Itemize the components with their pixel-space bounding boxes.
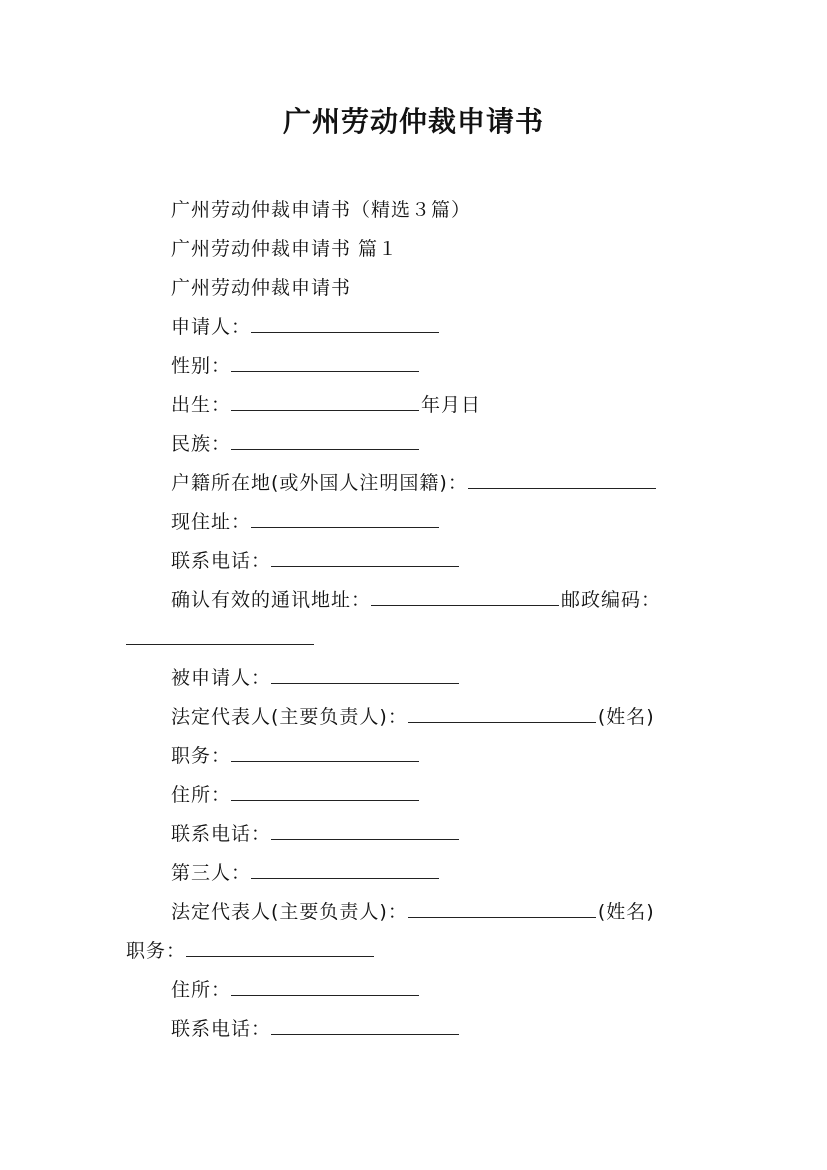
blank-line <box>271 1016 459 1035</box>
line-text: 广州劳动仲裁申请书 <box>171 277 352 299</box>
position-field <box>171 741 419 771</box>
field-label: 确认有效的通讯地址： <box>171 589 372 611</box>
line-text: 广州劳动仲裁申请书（精选３篇） <box>171 199 472 221</box>
field-label: 联系电话： <box>171 550 272 572</box>
field-label: 民族： <box>171 433 232 455</box>
applicant-field <box>171 312 439 342</box>
section-heading-line <box>171 234 398 264</box>
blank-line <box>231 743 419 762</box>
residence-field <box>171 780 419 810</box>
field-label: 法定代表人(主要负责人)： <box>171 706 408 728</box>
blank-line <box>251 860 439 879</box>
field-label: 住所： <box>171 784 232 806</box>
field-suffix: 邮政编码： <box>561 589 662 611</box>
blank-line <box>231 353 419 372</box>
mailing-address-field <box>171 585 661 615</box>
field-label: 职务： <box>126 940 187 962</box>
blank-line <box>186 938 374 957</box>
blank-line <box>126 626 314 645</box>
blank-line <box>231 782 419 801</box>
third-party-representative-field <box>171 897 655 927</box>
field-label: 户籍所在地(或外国人注明国籍)： <box>171 472 468 494</box>
field-suffix: (姓名) <box>597 706 655 728</box>
blank-line <box>231 977 419 996</box>
subtitle-line <box>171 195 471 225</box>
field-label: 申请人： <box>171 316 252 338</box>
household-registration-field <box>171 468 656 498</box>
field-label: 现住址： <box>171 511 252 533</box>
current-address-field <box>171 507 439 537</box>
phone-field <box>171 546 459 576</box>
field-label: 被申请人： <box>171 667 272 689</box>
postal-code-blank-line <box>126 624 314 654</box>
line-text: 广州劳动仲裁申请书 篇１ <box>171 238 399 260</box>
third-party-position-field <box>126 936 374 966</box>
blank-line <box>271 665 459 684</box>
field-label: 联系电话： <box>171 1018 272 1040</box>
blank-line <box>251 314 439 333</box>
respondent-field <box>171 663 459 693</box>
document-title: 广州劳动仲裁申请书 <box>282 105 544 138</box>
field-suffix: (姓名) <box>597 901 655 923</box>
legal-representative-field <box>171 702 655 732</box>
blank-line <box>468 470 656 489</box>
field-label: 联系电话： <box>171 823 272 845</box>
blank-line <box>408 704 596 723</box>
field-label: 性别： <box>171 355 232 377</box>
blank-line <box>231 431 419 450</box>
gender-field <box>171 351 419 381</box>
form-title-line <box>171 273 351 303</box>
blank-line <box>271 821 459 840</box>
ethnicity-field <box>171 429 419 459</box>
birth-field <box>171 390 481 420</box>
field-label: 出生： <box>171 394 232 416</box>
blank-line <box>271 548 459 567</box>
blank-line <box>251 509 439 528</box>
blank-line <box>231 392 419 411</box>
field-suffix: 年月日 <box>421 394 482 416</box>
blank-line <box>408 899 596 918</box>
third-party-field <box>171 858 439 888</box>
respondent-phone-field <box>171 819 459 849</box>
field-label: 第三人： <box>171 862 252 884</box>
third-party-residence-field <box>171 975 419 1005</box>
third-party-phone-field <box>171 1014 459 1044</box>
field-label: 住所： <box>171 979 232 1001</box>
blank-line <box>371 587 559 606</box>
field-label: 法定代表人(主要负责人)： <box>171 901 408 923</box>
field-label: 职务： <box>171 745 232 767</box>
